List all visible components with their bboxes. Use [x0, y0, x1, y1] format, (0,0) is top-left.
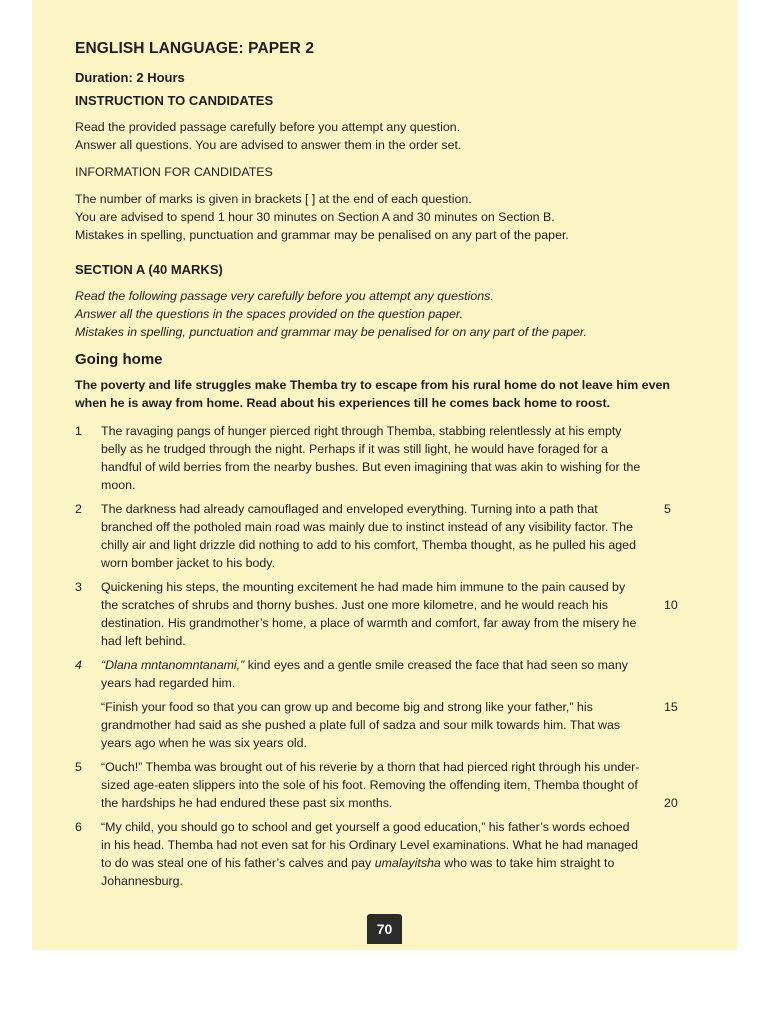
paragraph-text: “Ouch!” Themba was brought out of his reverie by a thorn that had pierced right through his under-sized age-eaten slippers into the sole of his foot. Removing the offending item, Themba thought of the hardships he had endured these past six months. — [101, 760, 640, 810]
information-heading: INFORMATION FOR CANDIDATES — [75, 165, 273, 179]
line-number: 5 — [664, 502, 671, 516]
paragraph-number: 3 — [75, 580, 82, 594]
paper-title: ENGLISH LANGUAGE: PAPER 2 — [75, 40, 315, 57]
paragraph-text: “Finish your food so that you can grow up and become big and strong like your father,” his grandmother had said as she pushed a plate full of sadza and sour milk towards him. That was years ago when he was six years old. — [101, 700, 621, 750]
duration: Duration: 2 Hours — [75, 70, 185, 85]
paragraph-text: kind eyes and a gentle smile creased the face that had seen so many years had regarded him. — [101, 658, 628, 690]
paragraph-4 — [75, 656, 641, 692]
line-number: 15 — [664, 700, 678, 714]
paragraph-italic-word: umalayitsha — [374, 856, 441, 870]
paragraph-6 — [75, 818, 641, 890]
paragraph-quote: “Dlana mntanomntanami,” — [101, 658, 245, 672]
paragraph-1 — [75, 422, 641, 494]
instruction-heading: INSTRUCTION TO CANDIDATES — [75, 93, 274, 108]
section-note: Read the following passage very carefully before you attempt any questions. — [75, 289, 494, 303]
paragraph-text: The darkness had already camouflaged and enveloped everything. Turning into a path that branched off the potholed main road was mainly due to instinct instead of any visibility factor. The chilly air and light drizzle did nothing to add to his comfort, Themba thought, as he pulled his aged worn bomber jacket to his body. — [101, 502, 636, 570]
paragraph-number: 5 — [75, 760, 82, 774]
paragraph-5 — [75, 758, 678, 812]
information-line: Mistakes in spelling, punctuation and grammar may be penalised on any part of the paper. — [75, 228, 569, 242]
information-line: The number of marks is given in brackets [ ] at the end of each question. — [75, 192, 472, 206]
passage-body — [75, 422, 703, 890]
section-a-heading: SECTION A (40 MARKS) — [75, 262, 223, 277]
paragraph-4-continued — [75, 698, 678, 752]
instruction-line: Read the provided passage carefully before you attempt any question. — [75, 120, 461, 134]
paragraph-text: The ravaging pangs of hunger pierced right through Themba, stabbing relentlessly at his empty belly as he trudged through the night. Perhaps if it was still light, he would have foraged for a handful of wild berries from the nearby bushes. But even imagining that was akin to wishing for the moon. — [101, 424, 641, 492]
section-note: Answer all the questions in the spaces provided on the question paper. — [75, 307, 464, 321]
paragraph-2 — [75, 500, 671, 572]
page-content — [75, 40, 703, 896]
line-number: 20 — [664, 796, 678, 810]
line-number: 10 — [664, 598, 678, 612]
section-note: Mistakes in spelling, punctuation and grammar may be penalised for on any part of the paper. — [75, 325, 587, 339]
passage-lead: The poverty and life struggles make Themba try to escape from his rural home do not leave him even when he is away from home. Read about his experiences till he comes back home to roost. — [75, 378, 670, 410]
information-line: You are advised to spend 1 hour 30 minutes on Section A and 30 minutes on Section B. — [75, 210, 555, 224]
exam-page — [32, 0, 737, 950]
instruction-line: Answer all questions. You are advised to answer them in the order set. — [75, 138, 462, 152]
paragraph-3 — [75, 578, 678, 650]
paragraph-text: Quickening his steps, the mounting excitement he had made him immune to the pain caused by the scratches of shrubs and thorny bushes. Just one more kilometre, and he would reach his destination. His grandmother’s home, a place of warmth and comfort, far away from the misery he had left behind. — [101, 580, 637, 648]
paragraph-number: 6 — [75, 820, 82, 834]
paragraph-number: 4 — [75, 658, 82, 672]
paragraph-text: “My child, you should go to school and get yourself a good education,” his father’s words echoed in his head. Themba had not even sat for his Ordinary Level examinations. What he had managed to do was steal one of his father’s calves and pay — [101, 820, 639, 870]
paragraph-text: who was to take him straight to Johannesburg. — [101, 856, 615, 888]
paragraph-number: 1 — [75, 424, 82, 438]
paragraph-number: 2 — [75, 502, 82, 516]
passage-title: Going home — [75, 351, 163, 368]
page-number: 70 — [367, 914, 402, 944]
